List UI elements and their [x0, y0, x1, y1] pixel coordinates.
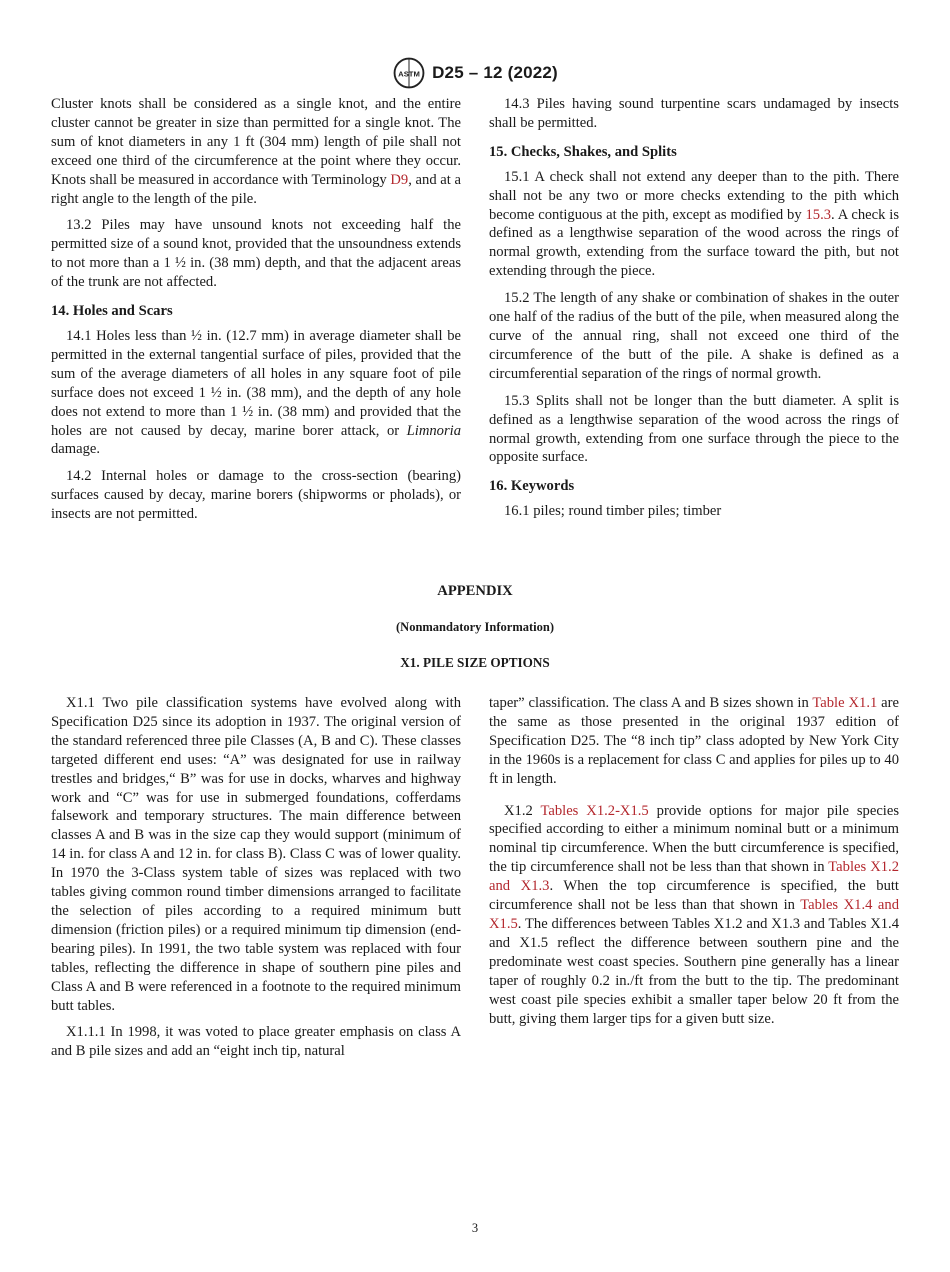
paragraph-x1-1-1-continued: taper” classification. The class A and B sizes shown in Table X1.1 are the same as those presented in the original 1937 edition of Specification D25. The “8 inch tip” class adopted by New York City in the 1960s is a replacement for class C and applies for piles up to 40 ft in length.: [489, 695, 899, 787]
link-tables-x1-2-and-x1-3[interactable]: Tables X1.2 and X1.3: [489, 859, 899, 895]
paragraph-15-1: 15.1 A check shall not extend any deeper than to the pith. There shall not be any two or more checks extending to the pith which become contiguous at the pith, except as modified by 15.3. A check is defined as a lengthwise separation of the wood across the rings of normal growth, extending from the surface toward the pith, but not extending through the piece.: [489, 168, 899, 280]
paragraph-15-3: 15.3 Splits shall not be longer than the butt diameter. A split is defined as a lengthwise separation of the wood across the rings of normal growth, extending from one surface through the piece to the opposite surface.: [489, 392, 899, 466]
link-table-x1-1[interactable]: Table X1.1: [812, 695, 878, 711]
standard-designation: D25 – 12 (2022): [432, 63, 558, 82]
appendix-section-title: X1. PILE SIZE OPTIONS: [400, 655, 550, 670]
page-number: 3: [471, 1221, 479, 1235]
appendix-subtitle: (Nonmandatory Information): [396, 620, 554, 634]
paragraph-14-3: 14.3 Piles having sound turpentine scars undamaged by insects shall be permitted.: [489, 96, 899, 131]
paragraph-x1-1-1: X1.1.1 In 1998, it was voted to place greater emphasis on class A and B pile sizes and add an “eight inch tip, natural: [51, 1024, 461, 1060]
appendix-title: APPENDIX: [437, 583, 513, 599]
link-15-3[interactable]: 15.3: [805, 206, 832, 223]
right-column-top: [489, 95, 899, 529]
astm-logo-icon: [392, 56, 426, 90]
left-column-top: [51, 95, 461, 532]
astm-logo-text: ASTM: [398, 69, 420, 79]
page-header: [0, 56, 950, 84]
paragraph-x1-2: X1.2 Tables X1.2-X1.5 provide options for major pile species specified according to either a minimum nominal butt or a minimum nominal tip circumference. When the butt circumference is specified, the tip circumference shall not be less than that shown in Tables X1.2 and X1.3. When the top circumference is specified, the butt circumference shall not be less than that shown in Tables X1.4 and X1.5. The differences between Tables X1.2 and X1.3 and Tables X1.4 and X1.5 reflect the difference between southern pine and the predominate west coast species. Southern pine generally has a linear taper of roughly 0.2 in./ft from the butt to the tip. The predominant west coast pile species exhibit a smaller taper below 20 ft from the butt, giving them larger tips for a given butt size.: [489, 802, 900, 1027]
paragraph-16-1: 16.1 piles; round timber piles; timber: [504, 503, 722, 520]
paragraph-14-1: 14.1 Holes less than ½ in. (12.7 mm) in average diameter shall be permitted in the external tangential surface of piles, provided that the sum of the average diameters of all holes in any square foot of pile surface does not exceed 1 ½ in. (38 mm), and the depth of any hole does not extend to more than 1 ½ in. (38 mm) and provided that the holes are not caused by decay, marine borer attack, or Limnoria damage.: [51, 327, 461, 458]
heading-keywords: 16. Keywords: [489, 478, 575, 495]
paragraph-15-2: 15.2 The length of any shake or combination of shakes in the outer one half of the radius of the butt of the pile, when measured along the curve of the annual ring, shall not exceed one third of the circumference of the butt of the pile. A shake is defined as a circumferential separation of the rings of normal growth.: [489, 290, 899, 382]
right-column-bottom: [489, 694, 899, 1036]
link-tables-x1-2-x1-5[interactable]: Tables X1.2-X1.5: [540, 802, 649, 819]
paragraph-14-2: 14.2 Internal holes or damage to the cross-section (bearing) surfaces caused by decay, marine borers (shipworms or pholads), or insects are not permitted.: [51, 468, 461, 523]
paragraph-13-2: 13.2 Piles may have unsound knots not exceeding half the permitted size of a sound knot, provided that the unsoundness extends to not more than a 1 ½ in. (38 mm) depth, and that the adjacent areas of the trunk are not affected.: [51, 217, 461, 291]
paragraph-13-1-continued: Cluster knots shall be considered as a single knot, and the entire cluster cannot be greater in size than permitted for a single knot. The sum of knot diameters in any 1 ft (304 mm) length of pile shall not exceed one third of the circumference at the point where they occur. Knots shall be measured in accordance with Terminology D9, and at a right angle to the length of the pile.: [51, 96, 461, 207]
heading-holes-and-scars: 14. Holes and Scars: [51, 303, 173, 320]
link-d9[interactable]: D9: [390, 171, 409, 188]
heading-checks-shakes-splits: 15. Checks, Shakes, and Splits: [489, 143, 677, 160]
left-column-bottom: [51, 694, 461, 1069]
link-tables-x1-4-and-x1-5[interactable]: Tables X1.4 and X1.5: [489, 897, 899, 932]
limnoria-italic: Limnoria: [406, 422, 461, 439]
paragraph-x1-1: X1.1 Two pile classification systems have evolved along with Specification D25 since its adoption in 1937. The original version of the standard referenced three pile Classes (A, B and C). These classes targeted different end uses: “A” was designated for use in railway trestles and bridges,“ B” was for use in docks, wharves and highway work and “C” was for use in submerged foundations, cofferdams falsework and temporary structures. The main difference between classes A and B was in the size cap they would support (minimum of 14 in. for class A and 12 in. for class B). Class C was of lower quality. In 1970 the 3-Class system table of sizes was replaced with two tables giving common round timber dimensions arranged to facilitate the selection of piles according to a required minimum butt dimension (friction piles) or a required minimum tip dimension (end-bearing piles). In 1991, the two table system was replaced with four tables, reflecting the difference in shape of southern pine piles and Class A and B were referenced in a footnote to the required minimum butt tables.: [51, 695, 461, 1014]
